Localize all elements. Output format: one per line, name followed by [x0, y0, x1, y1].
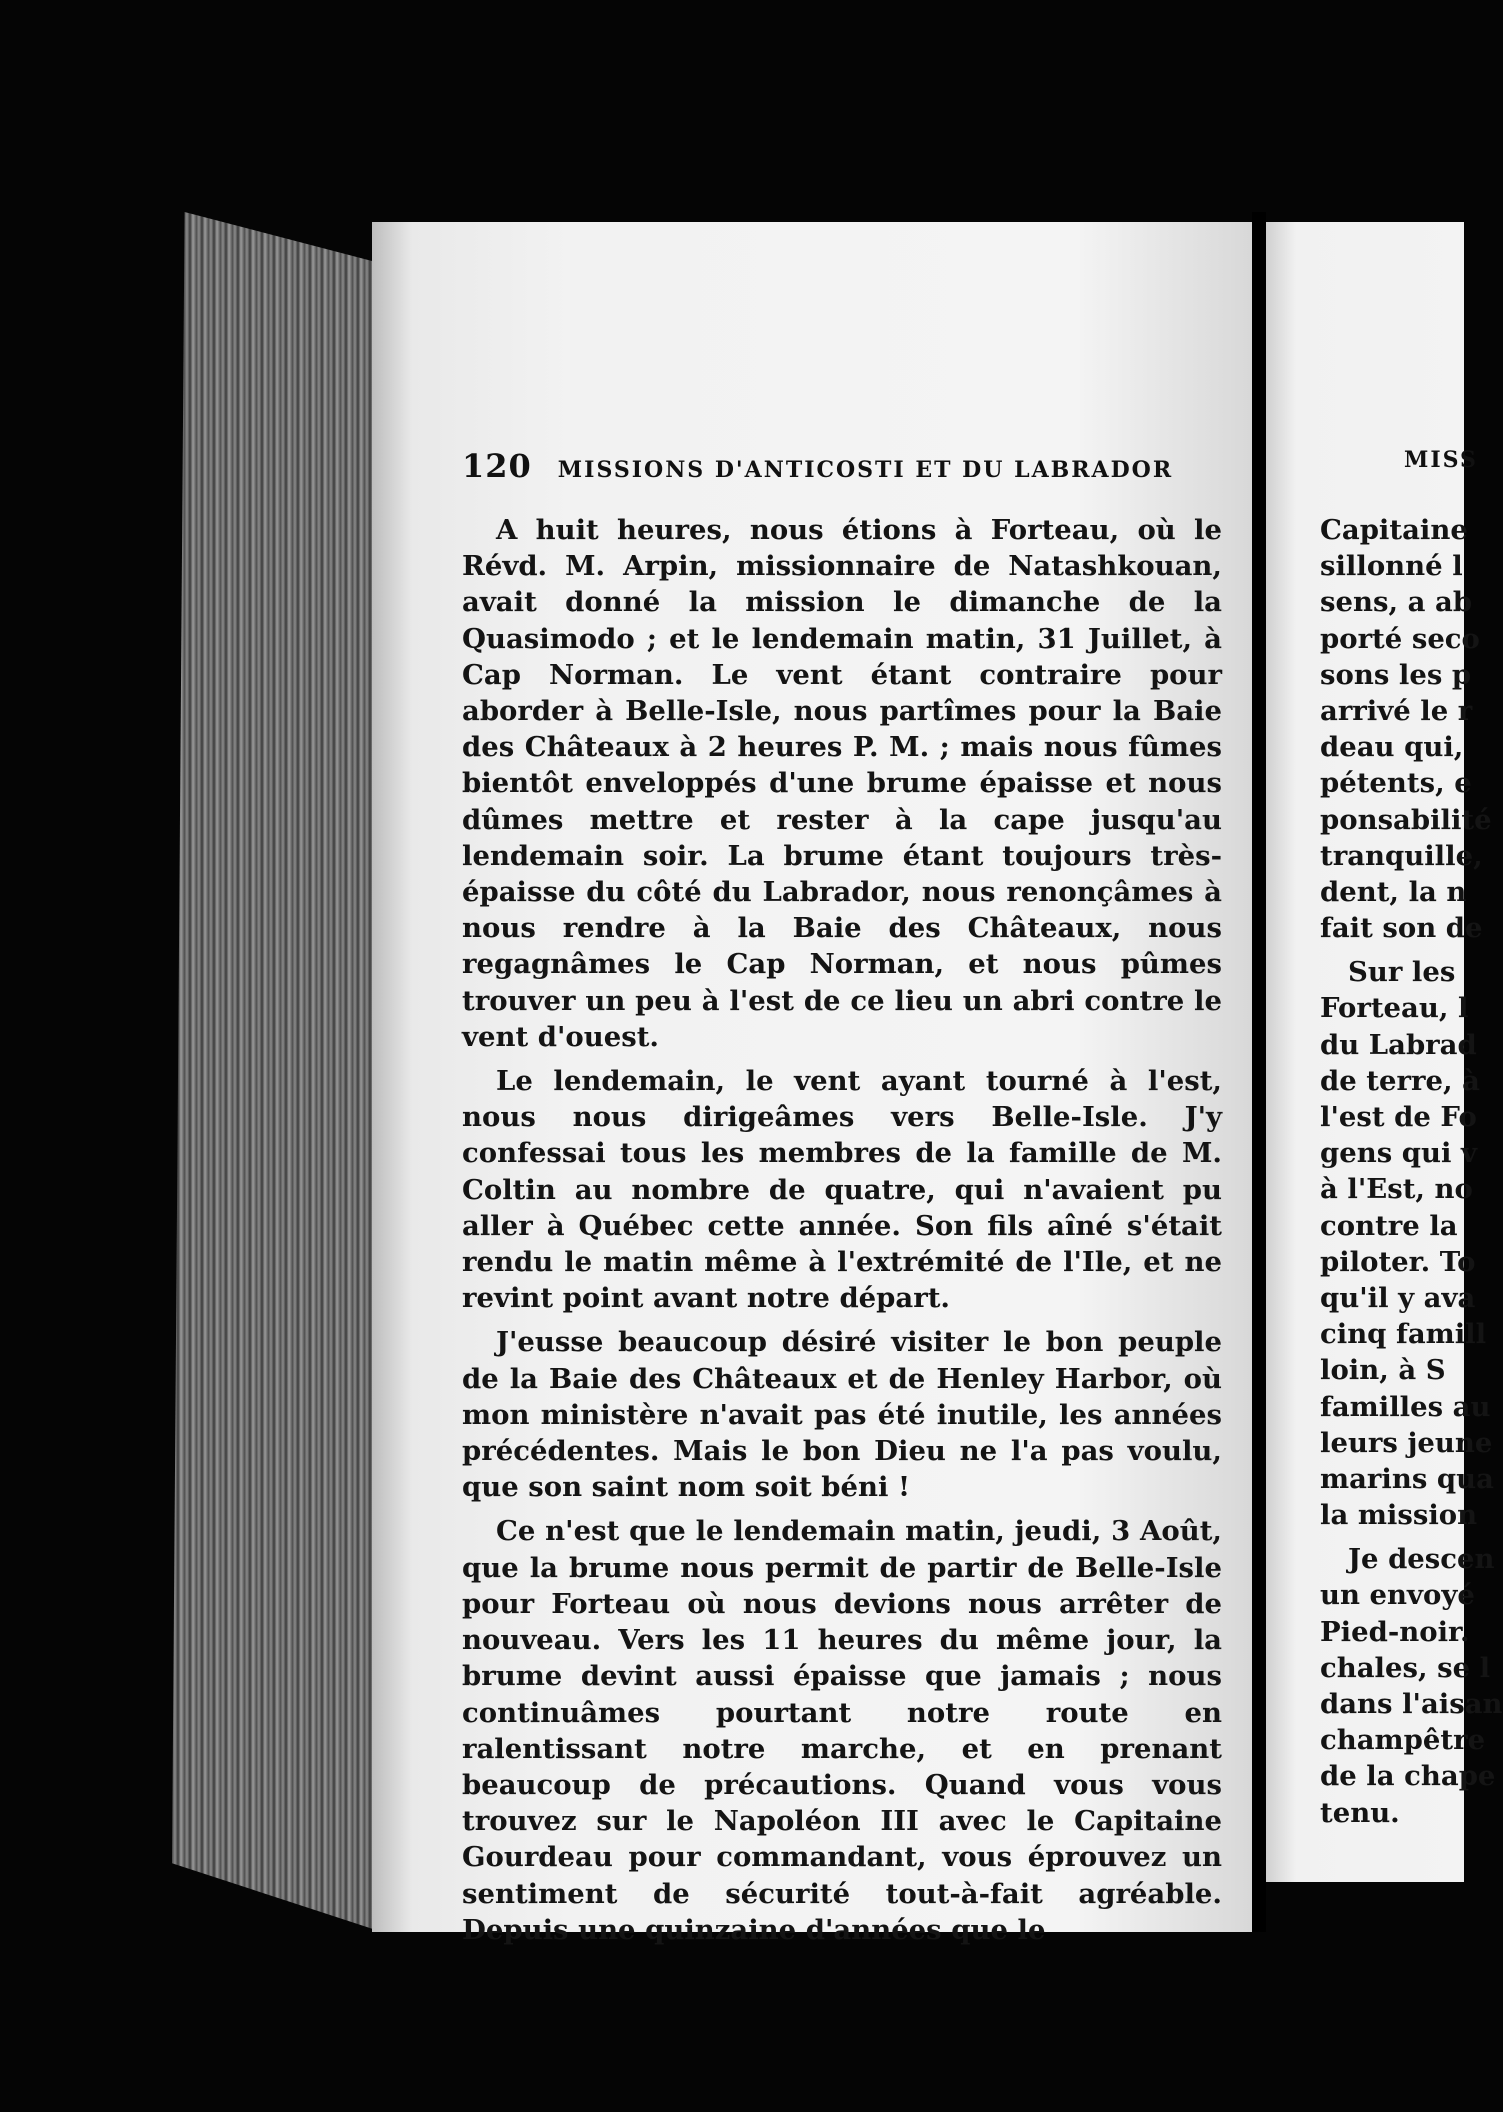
text-line: ponsabilité [1320, 803, 1492, 836]
text-line: deau qui, [1320, 731, 1464, 764]
text-line: porté seco [1320, 622, 1480, 655]
text-line: de la chape [1320, 1760, 1496, 1793]
left-page [372, 222, 1252, 1946]
text-line: dans l'aisan [1320, 1688, 1503, 1720]
right-running-title: MISS [1404, 447, 1478, 473]
text-line: l'est de Fo [1320, 1101, 1477, 1133]
text-line: Pied-noir. [1320, 1615, 1470, 1648]
book-page-edges [172, 212, 382, 1932]
right-page-text [1320, 512, 1503, 1831]
text-line: du Labrad [1320, 1028, 1477, 1061]
text-line: fait son de [1320, 912, 1483, 945]
running-head [462, 447, 1222, 485]
running-title: MISSIONS D'ANTICOSTI ET DU LABRADOR [557, 457, 1174, 483]
text-line: contre la [1320, 1209, 1458, 1242]
text-line: un envoyé [1320, 1579, 1475, 1612]
page-number: 120 [462, 447, 532, 485]
paragraph: Ce n'est que le lendemain matin, jeudi, 3 Août, que la brume nous permit de partir de Belle-Isle pour Forteau où nous devions nous arrêter de nouveau. Vers les 11 heures du même jour, la brume devint aussi épaisse que jamais ; nous continuâmes pourtant notre route en ralentissant notre marche, et en prenant beaucoup de précautions. Quand vous vous trouvez sur le Napoléon III avec le Capitaine Gourdeau pour commandant, vous éprouvez un sentiment de sécurité tout-à-fait agréable. Depuis une quinzaine d'années que le [462, 1515, 1222, 1946]
text-line: Sur les [1348, 956, 1456, 989]
text-line: pétents, e [1320, 767, 1472, 800]
text-line: chales, se l [1320, 1651, 1491, 1684]
text-line: tenu. [1320, 1796, 1400, 1829]
text-line: Forteau, l [1320, 992, 1469, 1025]
text-line: arrivé le r [1320, 694, 1473, 727]
text-line: cinq famill [1320, 1318, 1487, 1351]
text-line: la mission [1320, 1499, 1478, 1532]
text-line: sens, a ab [1320, 586, 1473, 619]
text-line: piloter. To [1320, 1245, 1476, 1278]
body-text [462, 512, 1222, 1956]
text-line: Je descen [1348, 1543, 1495, 1576]
text-line: dent, la n [1320, 875, 1467, 908]
text-line: gens qui v [1320, 1137, 1477, 1170]
text-line: loin, à S [1320, 1354, 1446, 1387]
text-line: à l'Est, no [1320, 1173, 1473, 1206]
paragraph-gap [1320, 946, 1500, 954]
text-line: Capitaine [1320, 514, 1468, 546]
text-line: leurs jeune [1320, 1426, 1493, 1459]
book-gutter [1252, 212, 1266, 1932]
text-line: sons les p [1320, 658, 1472, 691]
paragraph-gap [1320, 1533, 1500, 1541]
text-line: marins qua [1320, 1462, 1494, 1495]
paragraph: Le lendemain, le vent ayant tourné à l'est, nous nous dirigeâmes vers Belle-Isle. J'y confessai tous les membres de la famille de M. Coltin au nombre de quatre, qui n'avaient pu aller à Québec cette année. Son fils aîné s'était rendu le matin même à l'extrémité de l'Ile, et ne revint point avant notre départ. [462, 1065, 1222, 1315]
text-line: qu'il y ava [1320, 1281, 1476, 1314]
right-page [1266, 222, 1503, 1882]
text-line: champêtre [1320, 1724, 1486, 1757]
text-line: familles au [1320, 1390, 1491, 1423]
paragraph: A huit heures, nous étions à Forteau, où le Révd. M. Arpin, missionnaire de Natashkouan, avait donné la mission le dimanche de la Quasimodo ; et le lendemain matin, 31 Juillet, à Cap Norman. Le vent étant contraire pour aborder à Belle-Isle, nous partîmes pour la Baie des Châteaux à 2 heures P. M. ; mais nous fûmes bientôt enveloppés d'une brume épaisse et nous dûmes mettre et rester à la cape jusqu'au lendemain soir. La brume étant toujours très-épaisse du côté du Labrador, nous renonçâmes à nous rendre à la Baie des Châteaux, nous regagnâmes le Cap Norman, et nous pûmes trouver un peu à l'est de ce lieu un abri contre le vent d'ouest. [462, 514, 1222, 1053]
text-line: tranquille, [1320, 839, 1483, 872]
text-line: de terre, à [1320, 1064, 1480, 1097]
paragraph: J'eusse beaucoup désiré visiter le bon peuple de la Baie des Châteaux et de Henley Harbor, où mon ministère n'avait pas été inutile, les années précédentes. Mais le bon Dieu ne l'a pas voulu, que son saint nom soit béni ! [462, 1326, 1222, 1504]
text-line: sillonné l [1320, 550, 1463, 583]
